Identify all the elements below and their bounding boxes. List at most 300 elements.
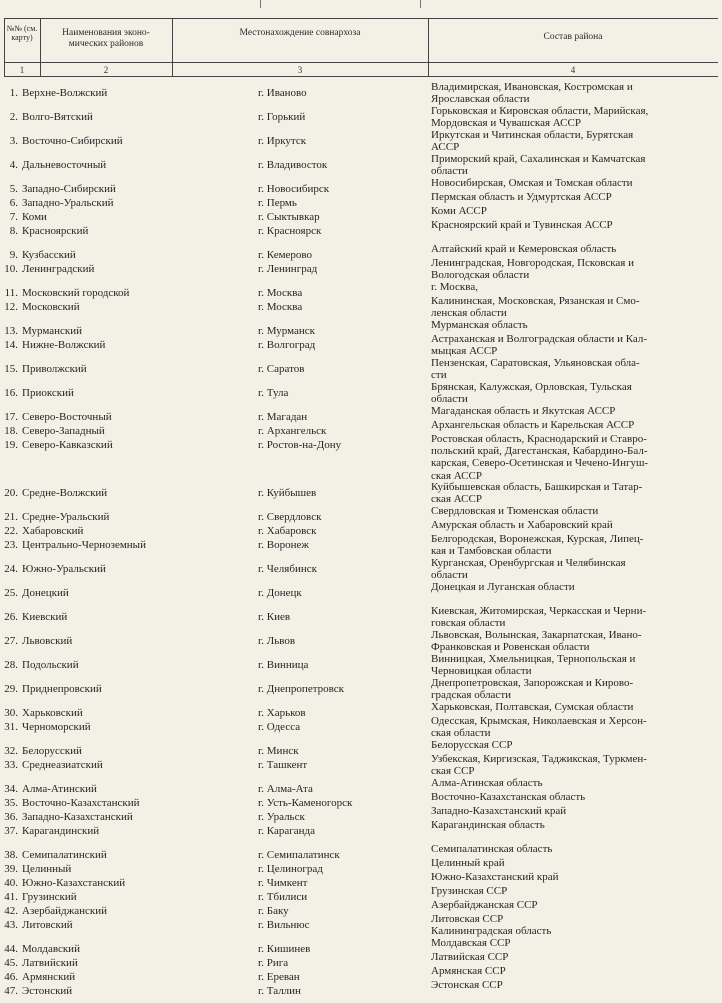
region-composition [431, 357, 715, 381]
council-location: г. Вильнюс [258, 919, 310, 931]
region-name-cell [4, 363, 172, 375]
region-name: Хабаровский [22, 525, 84, 537]
region-composition [431, 295, 715, 319]
region-composition [431, 701, 715, 713]
region-name: Ленинградский [22, 263, 95, 275]
region-name: Верхне-Волжский [22, 87, 108, 99]
region-name-cell [4, 905, 172, 917]
header-rule [4, 62, 718, 63]
region-name-cell [4, 111, 172, 123]
composition-line: Узбекская, Киргизская, Таджикская, Туркмен- [431, 753, 647, 765]
region-name-cell [4, 263, 172, 275]
region-name-cell [4, 197, 172, 209]
region-composition [431, 913, 715, 937]
region-composition [431, 791, 715, 803]
region-name: Приднепровский [22, 683, 102, 695]
composition-line: области [431, 165, 468, 178]
row-number: 10. [4, 263, 18, 275]
row-number: 30. [4, 707, 18, 719]
composition-line: ская ССР [431, 765, 475, 778]
council-location: г. Куйбышев [258, 487, 317, 499]
region-composition [431, 177, 715, 189]
region-name-cell [4, 183, 172, 195]
council-location: г. Пермь [258, 197, 297, 209]
row-number: 45. [4, 957, 18, 969]
row-number: 32. [4, 745, 18, 757]
council-location: г. Свердловск [258, 511, 322, 523]
region-composition [431, 777, 715, 789]
composition-line: Алтайский край и Кемеровская область [431, 243, 617, 255]
region-name: Волго-Вятский [22, 111, 93, 123]
composition-line: Одесская, Крымская, Николаевская и Херсон- [431, 715, 647, 727]
composition-line: Киевская, Житомирская, Черкасская и Черни- [431, 605, 647, 617]
composition-line: Франковская и Ровенская области [431, 641, 590, 654]
row-number: 46. [4, 971, 18, 983]
region-name: Средне-Уральский [22, 511, 110, 523]
composition-line: Курганская, Оренбургская и Челябинская [431, 557, 626, 569]
region-name: Львовский [22, 635, 73, 647]
region-name-cell [4, 759, 172, 771]
council-location: г. Сыктывкар [258, 211, 320, 223]
region-name-cell [4, 891, 172, 903]
composition-line: Брянская, Калужская, Орловская, Тульская [431, 381, 632, 393]
row-number: 42. [4, 905, 18, 917]
row-number: 13. [4, 325, 18, 337]
council-location: г. Мурманск [258, 325, 315, 337]
region-name-cell [4, 957, 172, 969]
composition-line: Западно-Казахстанский край [431, 805, 567, 817]
composition-line: ская АССР [431, 469, 482, 482]
region-name-cell [4, 325, 172, 337]
composition-line: Вологодская области [431, 269, 530, 282]
region-name-cell [4, 387, 172, 399]
composition-line: Приморский край, Сахалинская и Камчатская [431, 153, 646, 165]
composition-line: Архангельская область и Карельская АССР [431, 419, 635, 431]
region-composition [431, 819, 715, 831]
region-name: Карагандинский [22, 825, 100, 837]
region-name-cell [4, 487, 172, 499]
composition-line: Пермская область и Удмуртская АССР [431, 191, 612, 203]
council-location: г. Киев [258, 611, 291, 623]
council-location: г. Семипалатинск [258, 849, 340, 861]
council-location: г. Усть-Каменогорск [258, 797, 353, 809]
region-composition [431, 243, 715, 255]
composition-line: Иркутская и Читинская области, Бурятская [431, 129, 634, 141]
region-composition [431, 381, 715, 405]
composition-line: градская области [431, 689, 512, 702]
council-location: г. Одесса [258, 721, 301, 733]
council-location: г. Винница [258, 659, 309, 671]
region-name: Северо-Восточный [22, 411, 112, 423]
council-location: г. Красноярск [258, 225, 322, 237]
region-name-cell [4, 721, 172, 733]
region-composition [431, 739, 715, 751]
composition-line: Азербайджанская ССР [431, 899, 538, 911]
council-location: г. Москва [258, 301, 303, 313]
region-name: Южно-Уральский [22, 563, 106, 575]
region-name-cell [4, 339, 172, 351]
region-name: Харьковский [22, 707, 83, 719]
region-composition [431, 105, 715, 129]
region-composition [431, 715, 715, 739]
region-name-cell [4, 849, 172, 861]
region-composition [431, 257, 715, 281]
row-number: 39. [4, 863, 18, 875]
region-name: Северо-Кавказский [22, 439, 113, 451]
council-location: г. Новосибирск [258, 183, 330, 195]
row-number: 18. [4, 425, 18, 437]
composition-line: Эстонская ССР [431, 979, 503, 991]
region-name-cell [4, 635, 172, 647]
region-composition [431, 677, 715, 701]
region-name: Средне-Волжский [22, 487, 108, 499]
composition-line: карская, Северо-Осетинская и Чечено-Ингуш- [431, 457, 649, 470]
composition-line: Ленинградская, Новгородская, Псковская и [431, 257, 634, 269]
composition-line: области [431, 569, 468, 582]
region-name-cell [4, 707, 172, 719]
composition-line: Латвийская ССР [431, 951, 509, 963]
region-composition [431, 81, 715, 105]
region-composition [431, 153, 715, 177]
composition-line: Алма-Атинская область [431, 777, 543, 789]
region-name-cell [4, 943, 172, 955]
region-name-cell [4, 825, 172, 837]
composition-line: Калининградская область [431, 925, 552, 938]
composition-line: Армянская ССР [431, 965, 506, 977]
row-number: 36. [4, 811, 18, 823]
council-location: г. Таллин [258, 985, 301, 997]
composition-line: Коми АССР [431, 205, 487, 217]
region-name-cell [4, 287, 172, 299]
top-tick-mark [260, 0, 261, 8]
row-number: 34. [4, 783, 18, 795]
row-number: 21. [4, 511, 18, 523]
region-composition [431, 505, 715, 517]
composition-line: Ярославская области [431, 93, 530, 106]
region-composition [431, 951, 715, 963]
composition-line: Восточно-Казахстанская область [431, 791, 586, 803]
composition-line: мыцкая АССР [431, 345, 498, 358]
row-number: 3. [9, 135, 18, 147]
composition-line: говская области [431, 617, 506, 630]
composition-line: Львовская, Волынская, Закарпатская, Ивано- [431, 629, 642, 641]
composition-line: Донецкая и Луганская области [431, 581, 575, 593]
composition-line: сти [431, 369, 447, 382]
column-number-2: 2 [103, 65, 109, 75]
region-name-cell [4, 683, 172, 695]
row-number: 43. [4, 919, 18, 931]
council-location: г. Саратов [258, 363, 305, 375]
region-name: Приокский [22, 387, 74, 399]
region-name: Алма-Атинский [22, 783, 97, 795]
region-name-cell [4, 985, 172, 997]
region-composition [431, 899, 715, 911]
composition-line: Семипалатинская область [431, 843, 553, 855]
region-name: Дальневосточный [22, 159, 107, 171]
council-location: г. Харьков [258, 707, 306, 719]
row-number: 40. [4, 877, 18, 889]
region-name: Западно-Уральский [22, 197, 114, 209]
row-number: 26. [4, 611, 18, 623]
region-composition [431, 857, 715, 869]
region-name-cell [4, 745, 172, 757]
region-composition [431, 481, 715, 505]
region-name-cell [4, 511, 172, 523]
region-name: Эстонский [22, 985, 73, 997]
row-number: 47. [4, 985, 18, 997]
region-name: Приволжский [22, 363, 87, 375]
region-name-cell [4, 539, 172, 551]
council-location: г. Рига [258, 957, 289, 969]
council-location: г. Иркутск [258, 135, 307, 147]
composition-line: ленская области [431, 307, 507, 320]
row-number: 14. [4, 339, 18, 351]
row-number: 20. [4, 487, 18, 499]
region-name: Северо-Западный [22, 425, 105, 437]
region-name-cell [4, 301, 172, 313]
composition-line: Новосибирская, Омская и Томская области [431, 177, 633, 189]
council-location: г. Целиноград [258, 863, 323, 875]
region-name: Западно-Казахстанский [22, 811, 133, 823]
composition-line: Мордовская и Чувашская АССР [431, 117, 581, 130]
region-name: Подольский [22, 659, 79, 671]
composition-line: Куйбышевская область, Башкирская и Татар- [431, 481, 643, 493]
composition-line: Молдавская ССР [431, 937, 511, 949]
region-name: Киевский [22, 611, 68, 623]
region-composition [431, 979, 715, 991]
column-number-1: 1 [19, 65, 25, 75]
composition-line: ская АССР [431, 493, 482, 506]
row-number: 31. [4, 721, 18, 733]
region-name: Московский городской [22, 287, 130, 299]
region-composition [431, 557, 715, 581]
region-name-cell [4, 971, 172, 983]
council-location: г. Ленинград [258, 263, 318, 275]
row-number: 6. [9, 197, 18, 209]
council-location: г. Горький [258, 111, 306, 123]
region-composition [431, 843, 715, 855]
region-name: Мурманский [22, 325, 82, 337]
region-name-cell [4, 563, 172, 575]
council-location: г. Баку [258, 905, 289, 917]
council-location: г. Уральск [258, 811, 305, 823]
top-tick-mark [420, 0, 421, 8]
row-number: 12. [4, 301, 18, 313]
region-composition [431, 653, 715, 677]
region-name-cell [4, 877, 172, 889]
region-name: Нижне-Волжский [22, 339, 106, 351]
region-composition [431, 333, 715, 357]
row-number: 16. [4, 387, 18, 399]
row-number: 1. [9, 87, 18, 99]
region-name: Южно-Казахстанский [22, 877, 126, 889]
region-name: Армянский [22, 971, 76, 983]
region-name: Западно-Сибирский [22, 183, 116, 195]
council-location: г. Тбилиси [258, 891, 308, 903]
row-number: 5. [9, 183, 18, 195]
region-name-cell [4, 863, 172, 875]
row-number: 19. [4, 439, 18, 451]
council-location: г. Волгоград [258, 339, 316, 351]
region-name-cell [4, 411, 172, 423]
region-name-cell [4, 811, 172, 823]
row-number: 11. [4, 287, 18, 299]
council-location: г. Чимкент [258, 877, 308, 889]
composition-line: г. Москва, [431, 281, 478, 293]
region-name: Семипалатинский [22, 849, 107, 861]
header-number-col: №№ (см. карту) [6, 24, 38, 42]
region-name-cell [4, 87, 172, 99]
council-location: г. Алма-Ата [258, 783, 313, 795]
region-name-cell [4, 211, 172, 223]
region-composition [431, 519, 715, 531]
region-name: Молдавский [22, 943, 80, 955]
composition-line: Южно-Казахстанский край [431, 871, 559, 883]
region-composition [431, 937, 715, 949]
council-location: г. Кишинев [258, 943, 311, 955]
row-number: 44. [4, 943, 18, 955]
council-location: г. Воронеж [258, 539, 309, 551]
region-name-cell [4, 525, 172, 537]
composition-line: польский край, Дагестанская, Кабардино-Бал- [431, 445, 648, 458]
council-location: г. Челябинск [258, 563, 317, 575]
region-composition [431, 871, 715, 883]
composition-line: Магаданская область и Якутская АССР [431, 405, 616, 417]
composition-line: Мурманская область [431, 319, 528, 331]
region-name-cell [4, 425, 172, 437]
council-location: г. Донецк [258, 587, 302, 599]
row-number: 27. [4, 635, 18, 647]
composition-line: ская области [431, 727, 491, 740]
region-name-cell [4, 439, 172, 451]
row-number: 9. [9, 249, 18, 261]
region-composition [431, 965, 715, 977]
council-location: г. Кемерово [258, 249, 313, 261]
row-number: 33. [4, 759, 18, 771]
row-number: 35. [4, 797, 18, 809]
region-name: Восточно-Казахстанский [22, 797, 140, 809]
council-location: г. Архангельск [258, 425, 327, 437]
region-name-cell [4, 919, 172, 931]
row-number: 7. [9, 211, 18, 223]
region-name: Литовский [22, 919, 73, 931]
region-name: Азербайджанский [22, 905, 108, 917]
council-location: г. Минск [258, 745, 299, 757]
region-name: Донецкий [22, 587, 69, 599]
composition-line: кая и Тамбовская области [431, 545, 552, 558]
composition-line: Пензенская, Саратовская, Ульяновская обла- [431, 357, 640, 369]
council-location: г. Днепропетровск [258, 683, 344, 695]
composition-line: АССР [431, 141, 460, 154]
region-composition [431, 129, 715, 153]
region-composition [431, 753, 715, 777]
region-composition [431, 533, 715, 557]
row-number: 29. [4, 683, 18, 695]
region-composition [431, 885, 715, 897]
composition-line: Харьковская, Полтавская, Сумская области [431, 701, 634, 713]
row-number: 15. [4, 363, 18, 375]
council-location: г. Москва [258, 287, 303, 299]
composition-line: Карагандинская область [431, 819, 545, 831]
region-name: Восточно-Сибирский [22, 135, 123, 147]
council-location: г. Тула [258, 387, 289, 399]
region-name: Латвийский [22, 957, 78, 969]
region-name-cell [4, 797, 172, 809]
region-name-cell [4, 135, 172, 147]
composition-line: Грузинская ССР [431, 885, 508, 897]
region-name: Целинный [22, 863, 72, 875]
region-composition [431, 805, 715, 817]
council-location: г. Ташкент [258, 759, 308, 771]
row-number: 4. [9, 159, 18, 171]
row-number: 38. [4, 849, 18, 861]
composition-line: Амурская область и Хабаровский край [431, 519, 613, 531]
region-composition [431, 405, 715, 417]
council-location: г. Ростов-на-Дону [258, 439, 342, 451]
composition-line: Черновицкая области [431, 665, 532, 678]
council-location: г. Караганда [258, 825, 315, 837]
region-name-cell [4, 159, 172, 171]
composition-line: Красноярский край и Тувинская АССР [431, 219, 613, 231]
region-name: Коми [22, 211, 47, 223]
region-composition [431, 581, 715, 593]
composition-line: Литовская ССР [431, 913, 504, 925]
row-number: 28. [4, 659, 18, 671]
region-name-cell [4, 249, 172, 261]
composition-line: Белгородская, Воронежская, Курская, Липец- [431, 533, 644, 545]
region-composition [431, 629, 715, 653]
region-composition [431, 419, 715, 431]
row-number: 24. [4, 563, 18, 575]
row-number: 37. [4, 825, 18, 837]
composition-line: Винницкая, Хмельницкая, Тернопольская и [431, 653, 636, 665]
row-number: 23. [4, 539, 18, 551]
row-number: 41. [4, 891, 18, 903]
composition-line: Калининская, Московская, Рязанская и Смо- [431, 295, 640, 307]
region-name-cell [4, 611, 172, 623]
region-composition [431, 281, 715, 293]
region-composition [431, 219, 715, 231]
row-number: 25. [4, 587, 18, 599]
composition-line: Свердловская и Тюменская области [431, 505, 599, 517]
row-number: 22. [4, 525, 18, 537]
region-name: Кузбасский [22, 249, 76, 261]
row-number: 17. [4, 411, 18, 423]
composition-line: Белорусская ССР [431, 739, 513, 751]
region-name: Центрально-Черноземный [22, 539, 146, 551]
region-composition [431, 205, 715, 217]
region-name: Белорусский [22, 745, 82, 757]
composition-line: Днепропетровская, Запорожская и Кирово- [431, 677, 634, 689]
composition-line: области [431, 393, 468, 406]
numbers-rule [4, 76, 718, 77]
region-name: Черноморский [22, 721, 91, 733]
composition-line: Владимирская, Ивановская, Костромская и [431, 81, 633, 93]
council-location: г. Владивосток [258, 159, 328, 171]
region-composition [431, 605, 715, 629]
region-name-cell [4, 587, 172, 599]
composition-line: Астраханская и Волгоградская области и Кал- [431, 333, 648, 345]
row-number: 2. [9, 111, 18, 123]
header-region-name: Наименования эконо- мических районов [62, 28, 150, 49]
column-number-3: 3 [297, 65, 303, 75]
council-location: г. Ереван [258, 971, 300, 983]
region-name-cell [4, 659, 172, 671]
council-location: г. Магадан [258, 411, 308, 423]
council-location: г. Хабаровск [258, 525, 317, 537]
composition-line: Ростовская область, Краснодарский и Ставро- [431, 433, 647, 445]
council-location: г. Львов [258, 635, 296, 647]
